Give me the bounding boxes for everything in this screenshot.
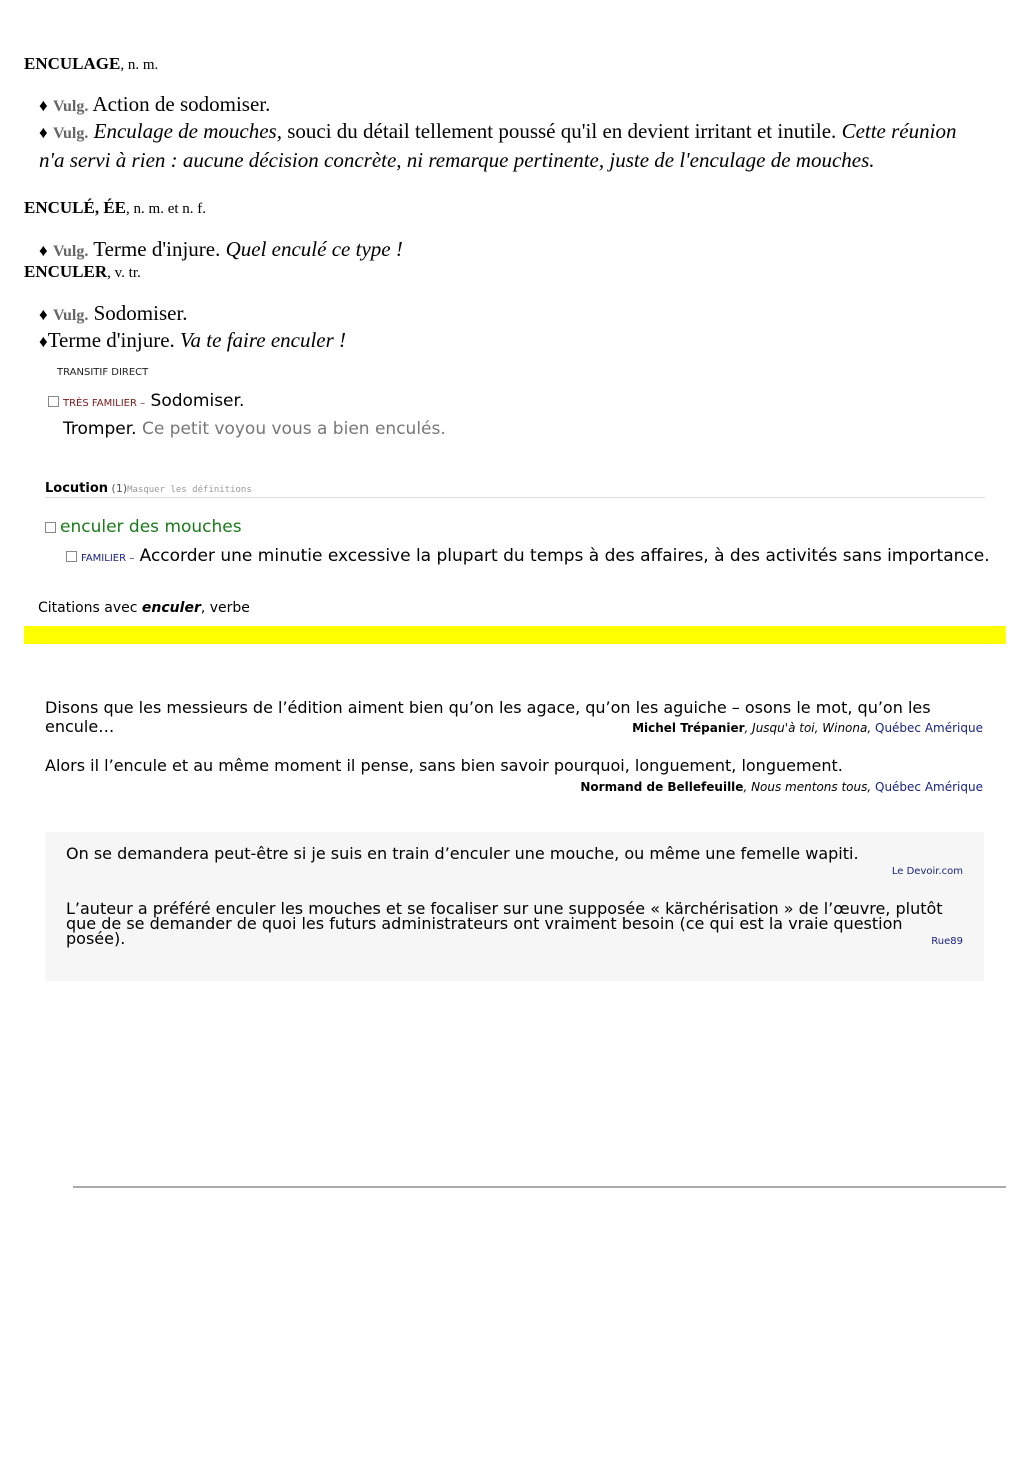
locution-header [45, 481, 985, 498]
quote-1-source [632, 721, 983, 735]
headword: ENCULAGE [24, 54, 121, 73]
checkbox-icon[interactable] [45, 522, 56, 533]
diamond-icon: ♦ [39, 241, 48, 260]
register-label: TRÈS FAMILIER – [63, 398, 146, 409]
definition-2 [39, 118, 959, 174]
locution-definition [66, 546, 990, 566]
hide-definitions-link[interactable]: Masquer les définitions [127, 485, 252, 495]
expression: Enculage de mouches, [93, 119, 282, 143]
example: Ce petit voyou vous a bien enculés. [136, 419, 446, 439]
entry-heading-encule [24, 198, 206, 218]
headword: ENCULÉ, ÉE [24, 198, 127, 217]
sense-text: Sodomiser. [145, 391, 245, 411]
quote-2-source [580, 780, 983, 794]
definition-5 [39, 327, 959, 355]
diamond-icon: ♦ [39, 96, 48, 115]
definition-text: Sodomiser. [88, 301, 188, 325]
quote-2: Alors il l’encule et au même moment il pense, sans bien savoir pourquoi, longuement, longuement. [45, 756, 843, 775]
locution-count: (1) [108, 482, 128, 495]
headword: ENCULER [24, 262, 108, 281]
register-label: Vulg. [52, 307, 89, 324]
diamond-icon: ♦ [39, 305, 48, 324]
definition-text: souci du détail tellement poussé qu'il en devient irritant et inutile. [281, 119, 842, 143]
example: Quel enculé ce type ! [225, 237, 403, 261]
diamond-icon: ♦ [39, 332, 48, 351]
sense-tromper [63, 419, 446, 439]
register-label: FAMILIER – [81, 553, 135, 564]
part-of-speech: , n. m. [120, 57, 159, 73]
footer-divider [73, 1186, 1006, 1188]
register-label: Vulg. [52, 243, 89, 260]
highlight-bar [24, 626, 1006, 644]
checkbox-icon[interactable] [48, 396, 59, 407]
publisher-link[interactable]: Québec Amérique [875, 721, 983, 735]
press-quote-1: On se demandera peut-être si je suis en train d’enculer une mouche, ou même une femelle wapiti. [66, 844, 859, 863]
publisher-link[interactable]: Québec Amérique [875, 780, 983, 794]
definition-text: Terme d'injure. [47, 328, 181, 352]
example: Cette réunion n'a servi à rien : aucune décision concrète, ni remarque pertinente, juste de l'enculage de mouches. [39, 119, 957, 172]
register-label: Vulg. [52, 125, 89, 142]
quote-1: Disons que les messieurs de l’édition aiment bien qu’on les agace, qu’on les aguiche – osons le mot, qu’on les encule… [45, 698, 931, 736]
sense-text: Tromper. [63, 419, 137, 439]
definition-text: Terme d'injure. [88, 237, 226, 261]
example: Va te faire enculer ! [180, 328, 347, 352]
locution-term-text: enculer des mouches [60, 517, 242, 537]
author: Michel Trépanier [632, 721, 745, 735]
locution-term[interactable] [45, 517, 242, 537]
diamond-icon: ♦ [39, 123, 48, 142]
definition-3 [39, 236, 959, 265]
part-of-speech: , n. m. et n. f. [126, 201, 207, 217]
locution-heading: Locution [45, 481, 109, 496]
work: , Jusqu'à toi, Winona, [744, 721, 875, 735]
definition-text: Action de sodomiser. [88, 92, 271, 116]
register-label: Vulg. [52, 98, 89, 115]
definition-4 [39, 300, 959, 329]
press-quote-2-source[interactable]: Rue89 [931, 936, 963, 947]
grammar-label: TRANSITIF DIRECT [57, 367, 149, 378]
entry-heading-enculage [24, 54, 158, 74]
definition-text: Accorder une minutie excessive la plupart du temps à des affaires, à des activités sans importance. [134, 546, 990, 566]
press-quote-1-source[interactable]: Le Devoir.com [891, 866, 963, 877]
definition-1 [39, 91, 959, 120]
sense-sodomiser [48, 391, 244, 411]
work: , Nous mentons tous, [743, 780, 875, 794]
author: Normand de Bellefeuille [580, 780, 744, 794]
citations-title: Citations avec enculer, verbe [38, 600, 250, 616]
part-of-speech: , v. tr. [107, 265, 141, 281]
citations-word: enculer [141, 600, 201, 616]
entry-heading-enculer [24, 262, 141, 282]
press-quote-2: L’auteur a préféré enculer les mouches et se focaliser sur une supposée « kärchérisation » de l’œuvre, plutôt que de se demander de quoi les futurs administrateurs ont vraiment besoin (ce qui est la vraie question posée). [66, 899, 943, 948]
checkbox-icon[interactable] [66, 551, 77, 562]
